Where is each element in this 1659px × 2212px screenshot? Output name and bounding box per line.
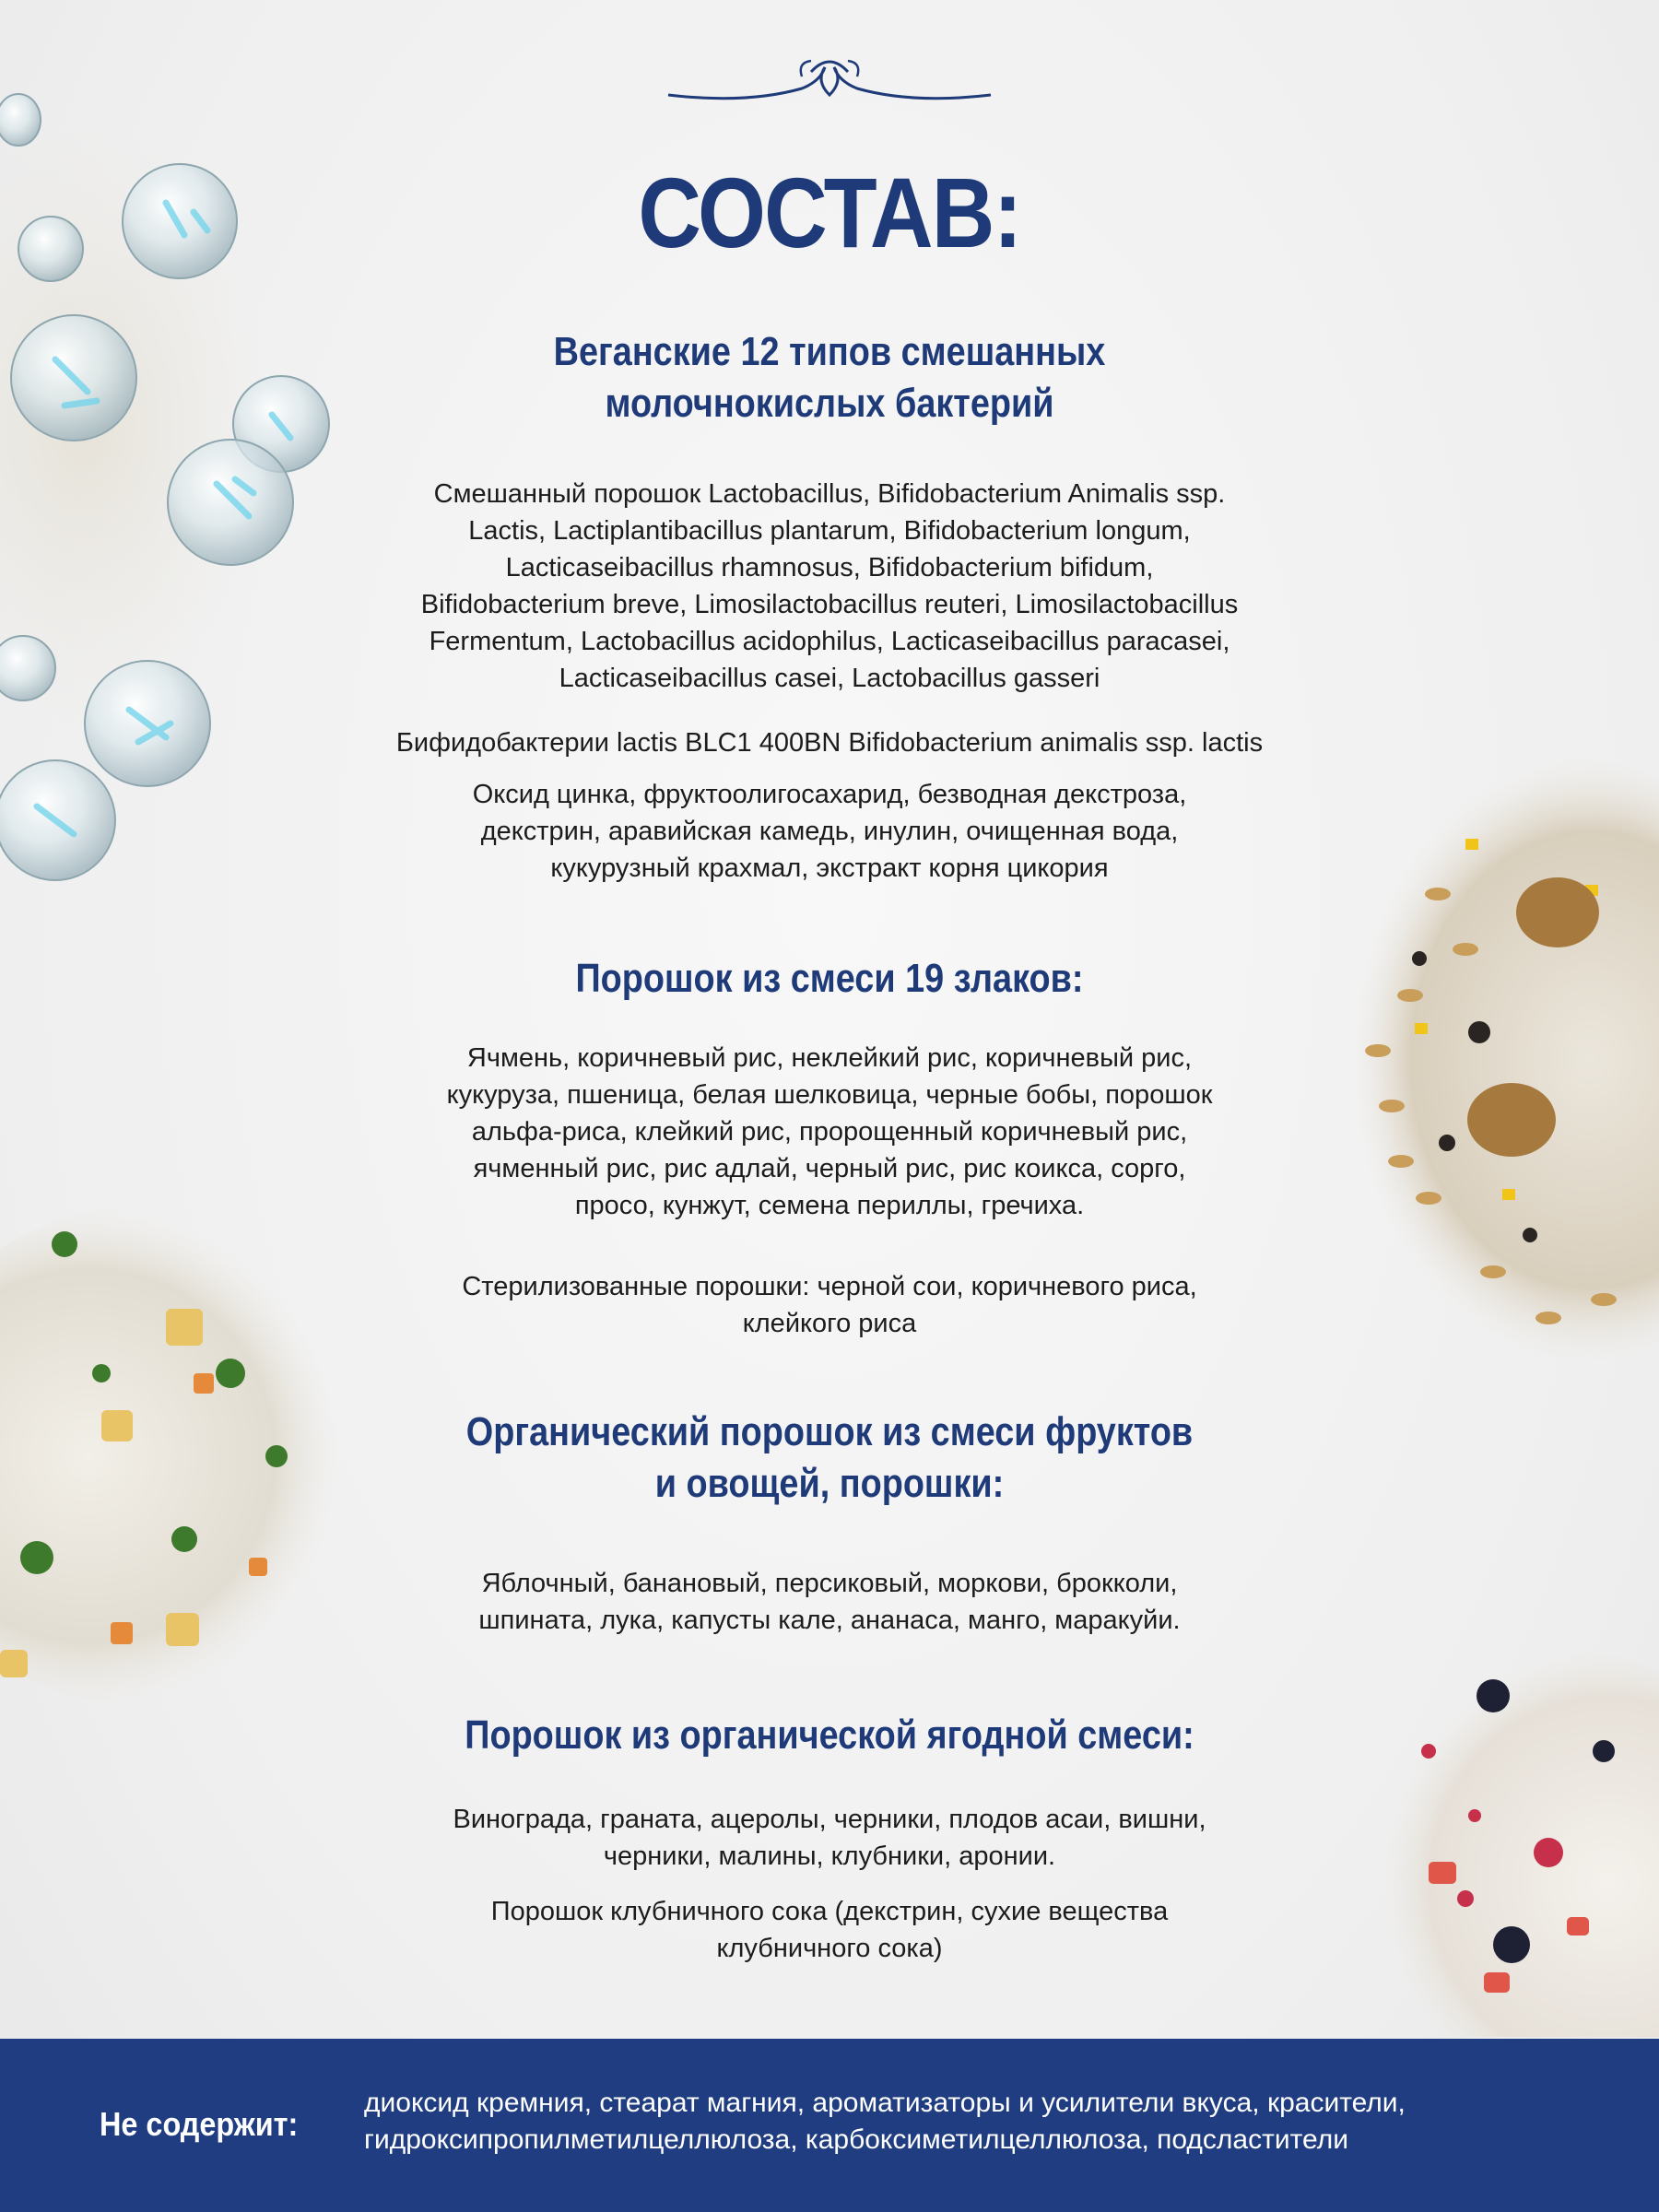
excipients-text [276,776,1382,887]
text-line: гидроксипропилметилцеллюлоза, карбоксиметилцеллюлоза, подсластители [364,2124,1348,2155]
does-not-contain-banner [0,2039,1659,2212]
text-line: альфа-риса, клейкий рис, пророщенный коричневый рис, [471,1117,1188,1147]
section-title-bacteria [354,326,1305,429]
text-line: диоксид кремния, стеарат магния, ароматизаторы и усилители вкуса, красители, [364,2088,1406,2118]
bacteria-strains-text [276,476,1382,697]
text-line: клубничного сока) [716,1934,943,1963]
section-title-line: Порошок из смеси 19 злаков: [575,956,1084,1001]
sterilized-powders-text [276,1268,1382,1342]
section-title-line: Веганские 12 типов смешанных [553,329,1106,374]
text-line: Порошок клубничного сока (декстрин, сухие вещества [490,1897,1169,1926]
section-title-fruits-vegetables [354,1406,1305,1510]
text-line: кукуруза, пшеница, белая шелковица, черные бобы, порошок [446,1080,1213,1110]
text-line: клейкого риса [742,1309,917,1338]
text-line: Lactis, Lactiplantibacillus plantarum, Bifidobacterium longum, [468,516,1191,546]
section-title-line: и овощей, порошки: [654,1461,1005,1506]
text-line: Бифидобактерии lactis BLC1 400BN Bifidobacterium animalis ssp. lactis [395,728,1264,758]
section-title-line: молочнокислых бактерий [605,381,1054,426]
composition-content [276,0,1382,2039]
text-line: шпината, лука, капусты кале, ананаса, манго, маракуйи. [478,1606,1181,1635]
section-title-grains [354,953,1305,1005]
text-line: Fermentum, Lactobacillus acidophilus, Lacticaseibacillus paracasei, [429,627,1230,656]
section-title-berries [354,1710,1305,1761]
section-title-line: Порошок из органической ягодной смеси: [465,1712,1194,1758]
text-line: Винограда, граната, ацеролы, черники, плодов асаи, вишни, [453,1805,1206,1834]
text-line: черники, малины, клубники, аронии. [603,1841,1056,1871]
strawberry-juice-text [276,1893,1382,1967]
grains-list-text [276,1040,1382,1224]
text-line: ячменный рис, рис адлай, черный рис, рис коикса, сорго, [473,1154,1186,1183]
text-line: Bifidobacterium breve, Limosilactobacillus reuteri, Limosilactobacillus [420,590,1239,619]
text-line: кукурузный крахмал, экстракт корня цикория [550,853,1109,883]
fruits-vegetables-text [276,1565,1382,1639]
page-title: СОСТАВ: [638,157,1021,268]
does-not-contain-label: Не содержит: [100,2105,299,2143]
text-line: Lacticaseibacillus rhamnosus, Bifidobacterium bifidum, [505,553,1154,582]
text-line: Оксид цинка, фруктоолигосахарид, безводная декстроза, [472,780,1187,809]
berries-text [276,1801,1382,1875]
text-line: Lacticaseibacillus casei, Lactobacillus gasseri [559,664,1100,693]
text-line: Ячмень, коричневый рис, неклейкий рис, коричневый рис, [466,1043,1193,1073]
text-line: Смешанный порошок Lactobacillus, Bifidobacterium Animalis ssp. [433,479,1226,509]
does-not-contain-list [364,2085,1406,2159]
text-line: декстрин, аравийская камедь, инулин, очищенная вода, [480,817,1179,846]
bifidobacteria-text [276,724,1382,761]
text-line: просо, кунжут, семена периллы, гречиха. [574,1191,1085,1220]
section-title-line: Органический порошок из смеси фруктов [465,1409,1194,1454]
text-line: Стерилизованные порошки: черной сои, коричневого риса, [462,1272,1197,1301]
text-line: Яблочный, банановый, персиковый, моркови, брокколи, [481,1569,1178,1598]
